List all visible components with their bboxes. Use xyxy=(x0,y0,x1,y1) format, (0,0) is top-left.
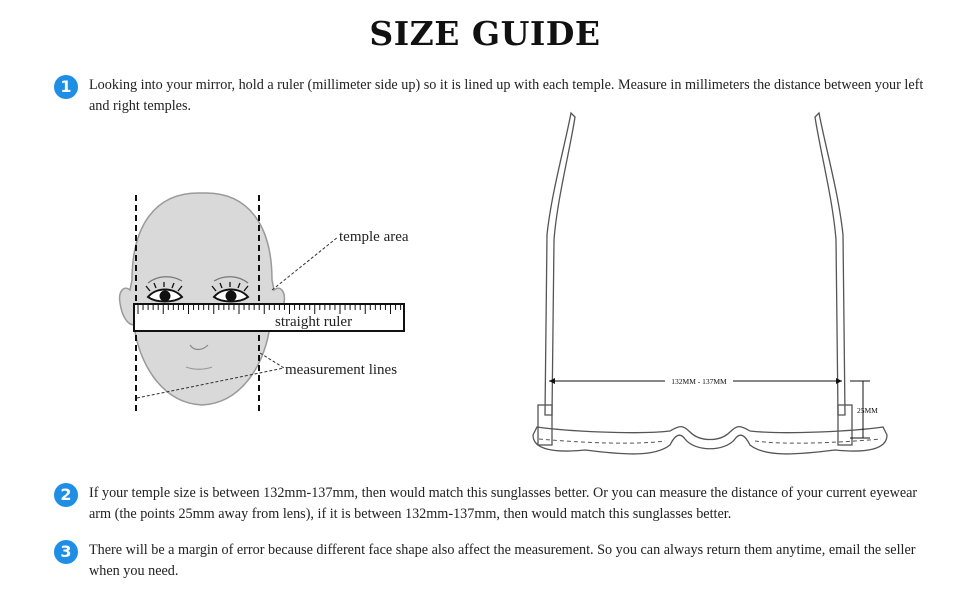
step-number-2: 2 xyxy=(54,483,78,507)
face-illustration xyxy=(110,185,440,417)
step-number-1: 1 xyxy=(54,75,78,99)
temple-callout-line xyxy=(272,237,338,290)
step-text-1: Looking into your mirror, hold a ruler (millimeter side up) so it is lined up with each temple. Measure in millimeters the distance between your left and right temples. xyxy=(89,77,924,114)
page-title: SIZE GUIDE xyxy=(369,14,601,53)
left-temple-arm xyxy=(545,113,575,415)
step-text-2: If your temple size is between 132mm-137mm, then would match this sunglasses better. Or you can measure the distance of your current eyewear arm (the points 25mm away from lens), if it is between 132mm-137mm, then would match this sunglasses better. xyxy=(89,485,918,522)
arm-offset-label: 25MM xyxy=(857,406,878,415)
step-text-3: There will be a margin of error because different face shape also affect the measurement. So you can always return them anytime, email the seller when you need. xyxy=(89,542,916,579)
width-label: 132MM - 137MM xyxy=(671,377,727,386)
glasses-illustration xyxy=(525,105,895,467)
measurement-lines-label: measurement lines xyxy=(285,362,398,378)
measurement-callout-line-top xyxy=(260,353,284,368)
right-temple-arm xyxy=(815,113,845,415)
ruler xyxy=(134,304,404,331)
front-frame xyxy=(533,427,887,454)
straight-ruler-label: straight ruler xyxy=(275,314,353,330)
temple-area-label: temple area xyxy=(339,229,409,245)
step-number-3: 3 xyxy=(54,540,78,564)
